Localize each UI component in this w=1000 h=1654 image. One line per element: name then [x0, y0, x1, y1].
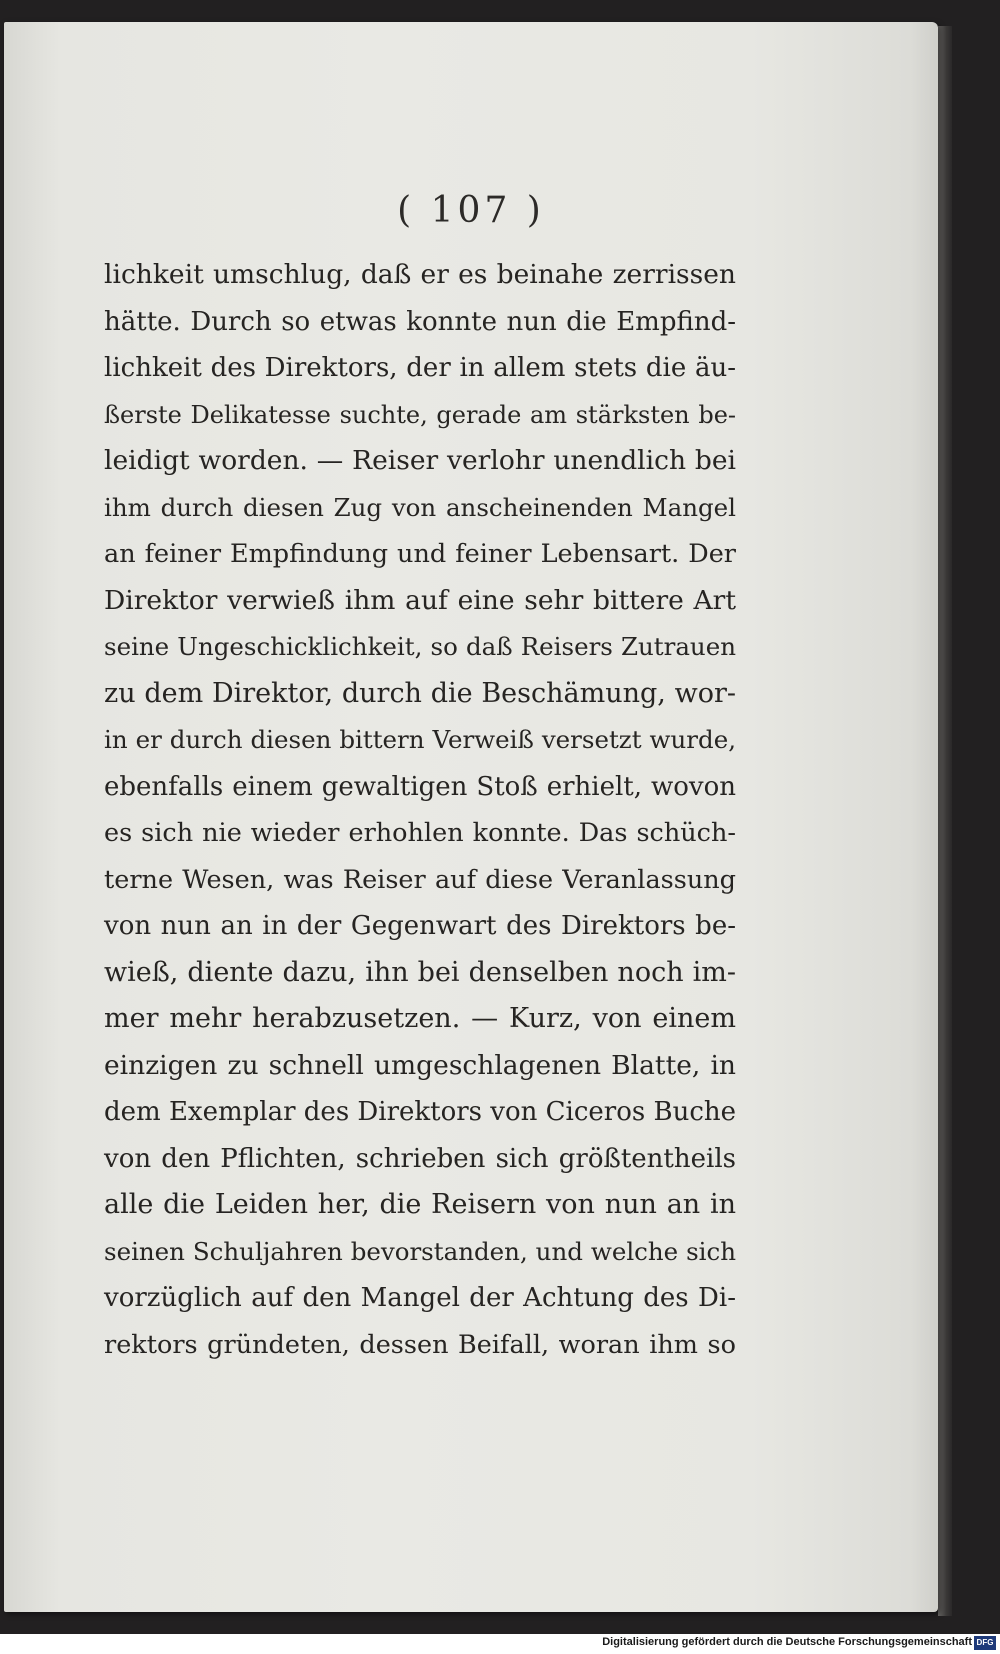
book-page	[4, 22, 938, 1612]
text-line: rektors gründeten, dessen Beifall, woran ihm so	[104, 1329, 736, 1360]
text-line: seine Ungeschicklichkeit, so daß Reisers Zutrauen	[104, 632, 736, 661]
text-line: an feiner Empfindung und feiner Lebensart. Der	[104, 539, 736, 569]
text-line: lichkeit umschlug, daß er es beinahe zerrissen	[104, 259, 736, 290]
text-line: einzigen zu schnell umgeschlagenen Blatte, in	[104, 1049, 736, 1081]
text-line: vorzüglich auf den Mangel der Achtung des Di-	[104, 1283, 736, 1313]
text-line: alle die Leiden her, die Reisern von nun an in	[104, 1189, 736, 1220]
text-line: leidigt worden. — Reiser verlohr unendlich bei	[104, 445, 736, 476]
text-line: ßerste Delikatesse suchte, gerade am stärksten be-	[104, 400, 736, 429]
text-line: hätte. Durch so etwas konnte nun die Empfind-	[104, 306, 736, 337]
text-line: von den Pflichten, schrieben sich größtentheils	[104, 1143, 736, 1174]
body-text	[104, 252, 736, 1368]
text-line: lichkeit des Direktors, der in allem stets die äu-	[104, 353, 736, 383]
footer-strip	[0, 1634, 1000, 1654]
text-line: in er durch diesen bittern Verweiß versetzt wurde,	[104, 725, 736, 754]
text-line: seinen Schuljahren bevorstanden, und welche sich	[104, 1236, 736, 1266]
text-line: mer mehr herabzusetzen. — Kurz, von einem	[104, 1003, 736, 1034]
text-line: terne Wesen, was Reiser auf diese Veranlassung	[104, 864, 736, 895]
footer-credit: Digitalisierung gefördert durch die Deutsche Forschungsgemeinschaft	[602, 1636, 972, 1648]
text-line: Direktor verwieß ihm auf eine sehr bittere Art	[104, 584, 736, 616]
text-line: von nun an in der Gegenwart des Direktors be-	[104, 911, 736, 941]
page-number: ( 107 )	[397, 190, 545, 231]
text-line: wieß, diente dazu, ihn bei denselben noch im-	[104, 956, 736, 988]
text-line: ebenfalls einem gewaltigen Stoß erhielt, wovon	[104, 771, 736, 802]
book-edge	[938, 26, 952, 1616]
text-line: dem Exemplar des Direktors von Ciceros Buche	[104, 1097, 737, 1127]
dfg-logo: DFG	[974, 1636, 996, 1650]
text-line: ihm durch diesen Zug von anscheinenden Mangel	[104, 492, 736, 522]
text-line: es sich nie wieder erhohlen konnte. Das schüch-	[104, 818, 736, 848]
text-line: zu dem Direktor, durch die Beschämung, wor-	[104, 677, 736, 709]
